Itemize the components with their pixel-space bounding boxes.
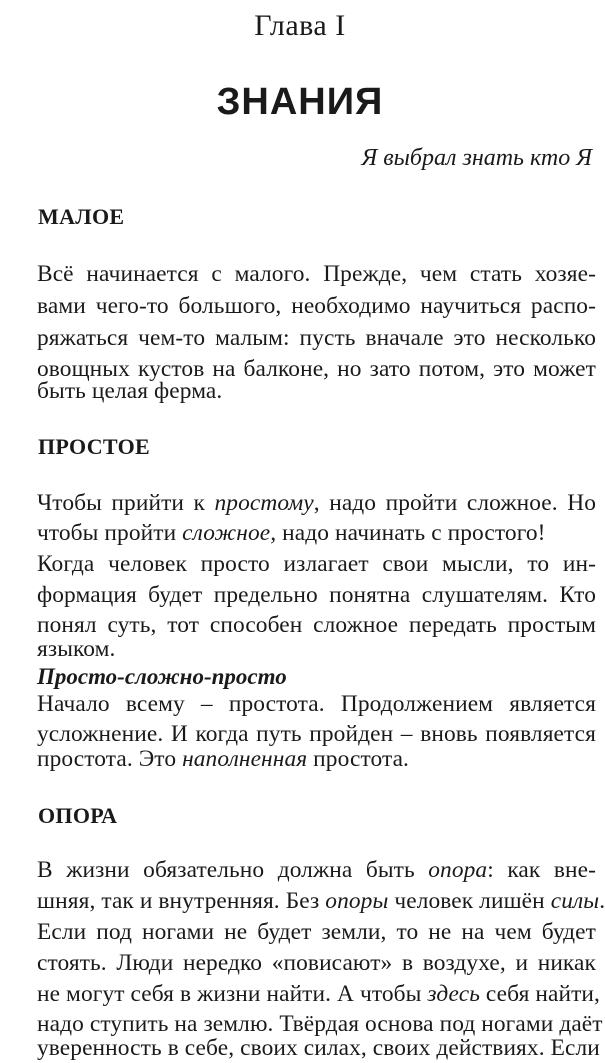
- text-run: надо начинать с простого!: [276, 520, 546, 546]
- paragraph-line: Если под ногами не будет земли, то не на чем будет: [37, 919, 596, 945]
- paragraph-line: стоять. Люди нередко «повисают» в воздухе, и никак: [37, 950, 596, 976]
- emphasis-text: силы: [550, 888, 600, 914]
- paragraph-line: [37, 979, 600, 1009]
- paragraph-line: [37, 886, 605, 916]
- text-run: : как вне-: [487, 857, 597, 883]
- text-run: человек лишён: [388, 888, 551, 914]
- emphasis-text: наполненная: [182, 746, 308, 772]
- section-heading-opora: ОПОРА: [38, 803, 118, 828]
- paragraph-line: языком.: [37, 636, 116, 662]
- paragraph-line: Когда человек просто излагает свои мысли, то ин-: [37, 551, 596, 577]
- chapter-label: Глава I: [254, 9, 346, 42]
- text-run: .: [599, 888, 605, 914]
- paragraph-line: уверенность в себе, своих силах, своих действиях. Если: [37, 1035, 600, 1061]
- emphasis-text: опоры: [325, 888, 389, 914]
- text-run: не могут себя в жизни найти. А чтобы: [37, 981, 428, 1007]
- paragraph-line: надо ступить на землю. Твёрдая основа под ногами даёт: [37, 1011, 603, 1037]
- paragraph-line: [37, 488, 596, 518]
- paragraph-line: Всё начинается с малого. Прежде, чем стать хозяе-: [37, 261, 596, 287]
- text-run: простота.: [307, 746, 409, 772]
- text-run: В жизни обязательно должна быть: [37, 857, 429, 883]
- subheading: Просто-сложно-просто: [37, 664, 287, 689]
- paragraph-line: формация будет предельно понятна слушателям. Кто: [37, 582, 596, 608]
- text-run: простота. Это: [37, 746, 183, 772]
- section-heading-prostoe: ПРОСТОЕ: [38, 434, 150, 459]
- paragraph-line: усложнение. И когда путь пройден – вновь появляется: [37, 721, 596, 747]
- text-run: , надо пройти сложное. Но: [313, 490, 597, 516]
- section-heading-maloe: МАЛОЕ: [38, 204, 125, 229]
- text-run: чтобы пройти: [37, 520, 183, 546]
- paragraph-line: ряжаться чем-то малым: пусть вначале это несколько: [37, 325, 596, 351]
- epigraph: Я выбрал знать кто Я: [361, 145, 592, 171]
- text-run: Чтобы прийти к: [37, 490, 215, 516]
- emphasis-text: сложное,: [182, 520, 277, 546]
- paragraph-line: [37, 518, 546, 548]
- text-run: себя найти,: [479, 981, 600, 1007]
- paragraph-line: быть целая ферма.: [37, 378, 223, 404]
- paragraph-line: [37, 744, 409, 774]
- emphasis-text: простому: [214, 490, 314, 516]
- paragraph-line: [37, 855, 596, 885]
- text-run: шняя, так и внутренняя. Без: [37, 888, 326, 914]
- emphasis-text: здесь: [427, 981, 480, 1007]
- emphasis-text: опора: [428, 857, 488, 883]
- chapter-title: ЗНАНИЯ: [216, 81, 384, 123]
- paragraph-line: овощных кустов на балконе, но зато потом, это может: [37, 356, 596, 382]
- paragraph-line: вами чего-то большого, необходимо научиться распо-: [37, 293, 596, 319]
- paragraph-line: Начало всему – простота. Продолжением является: [37, 691, 596, 717]
- paragraph-line: понял суть, тот способен сложное передать простым: [37, 612, 596, 638]
